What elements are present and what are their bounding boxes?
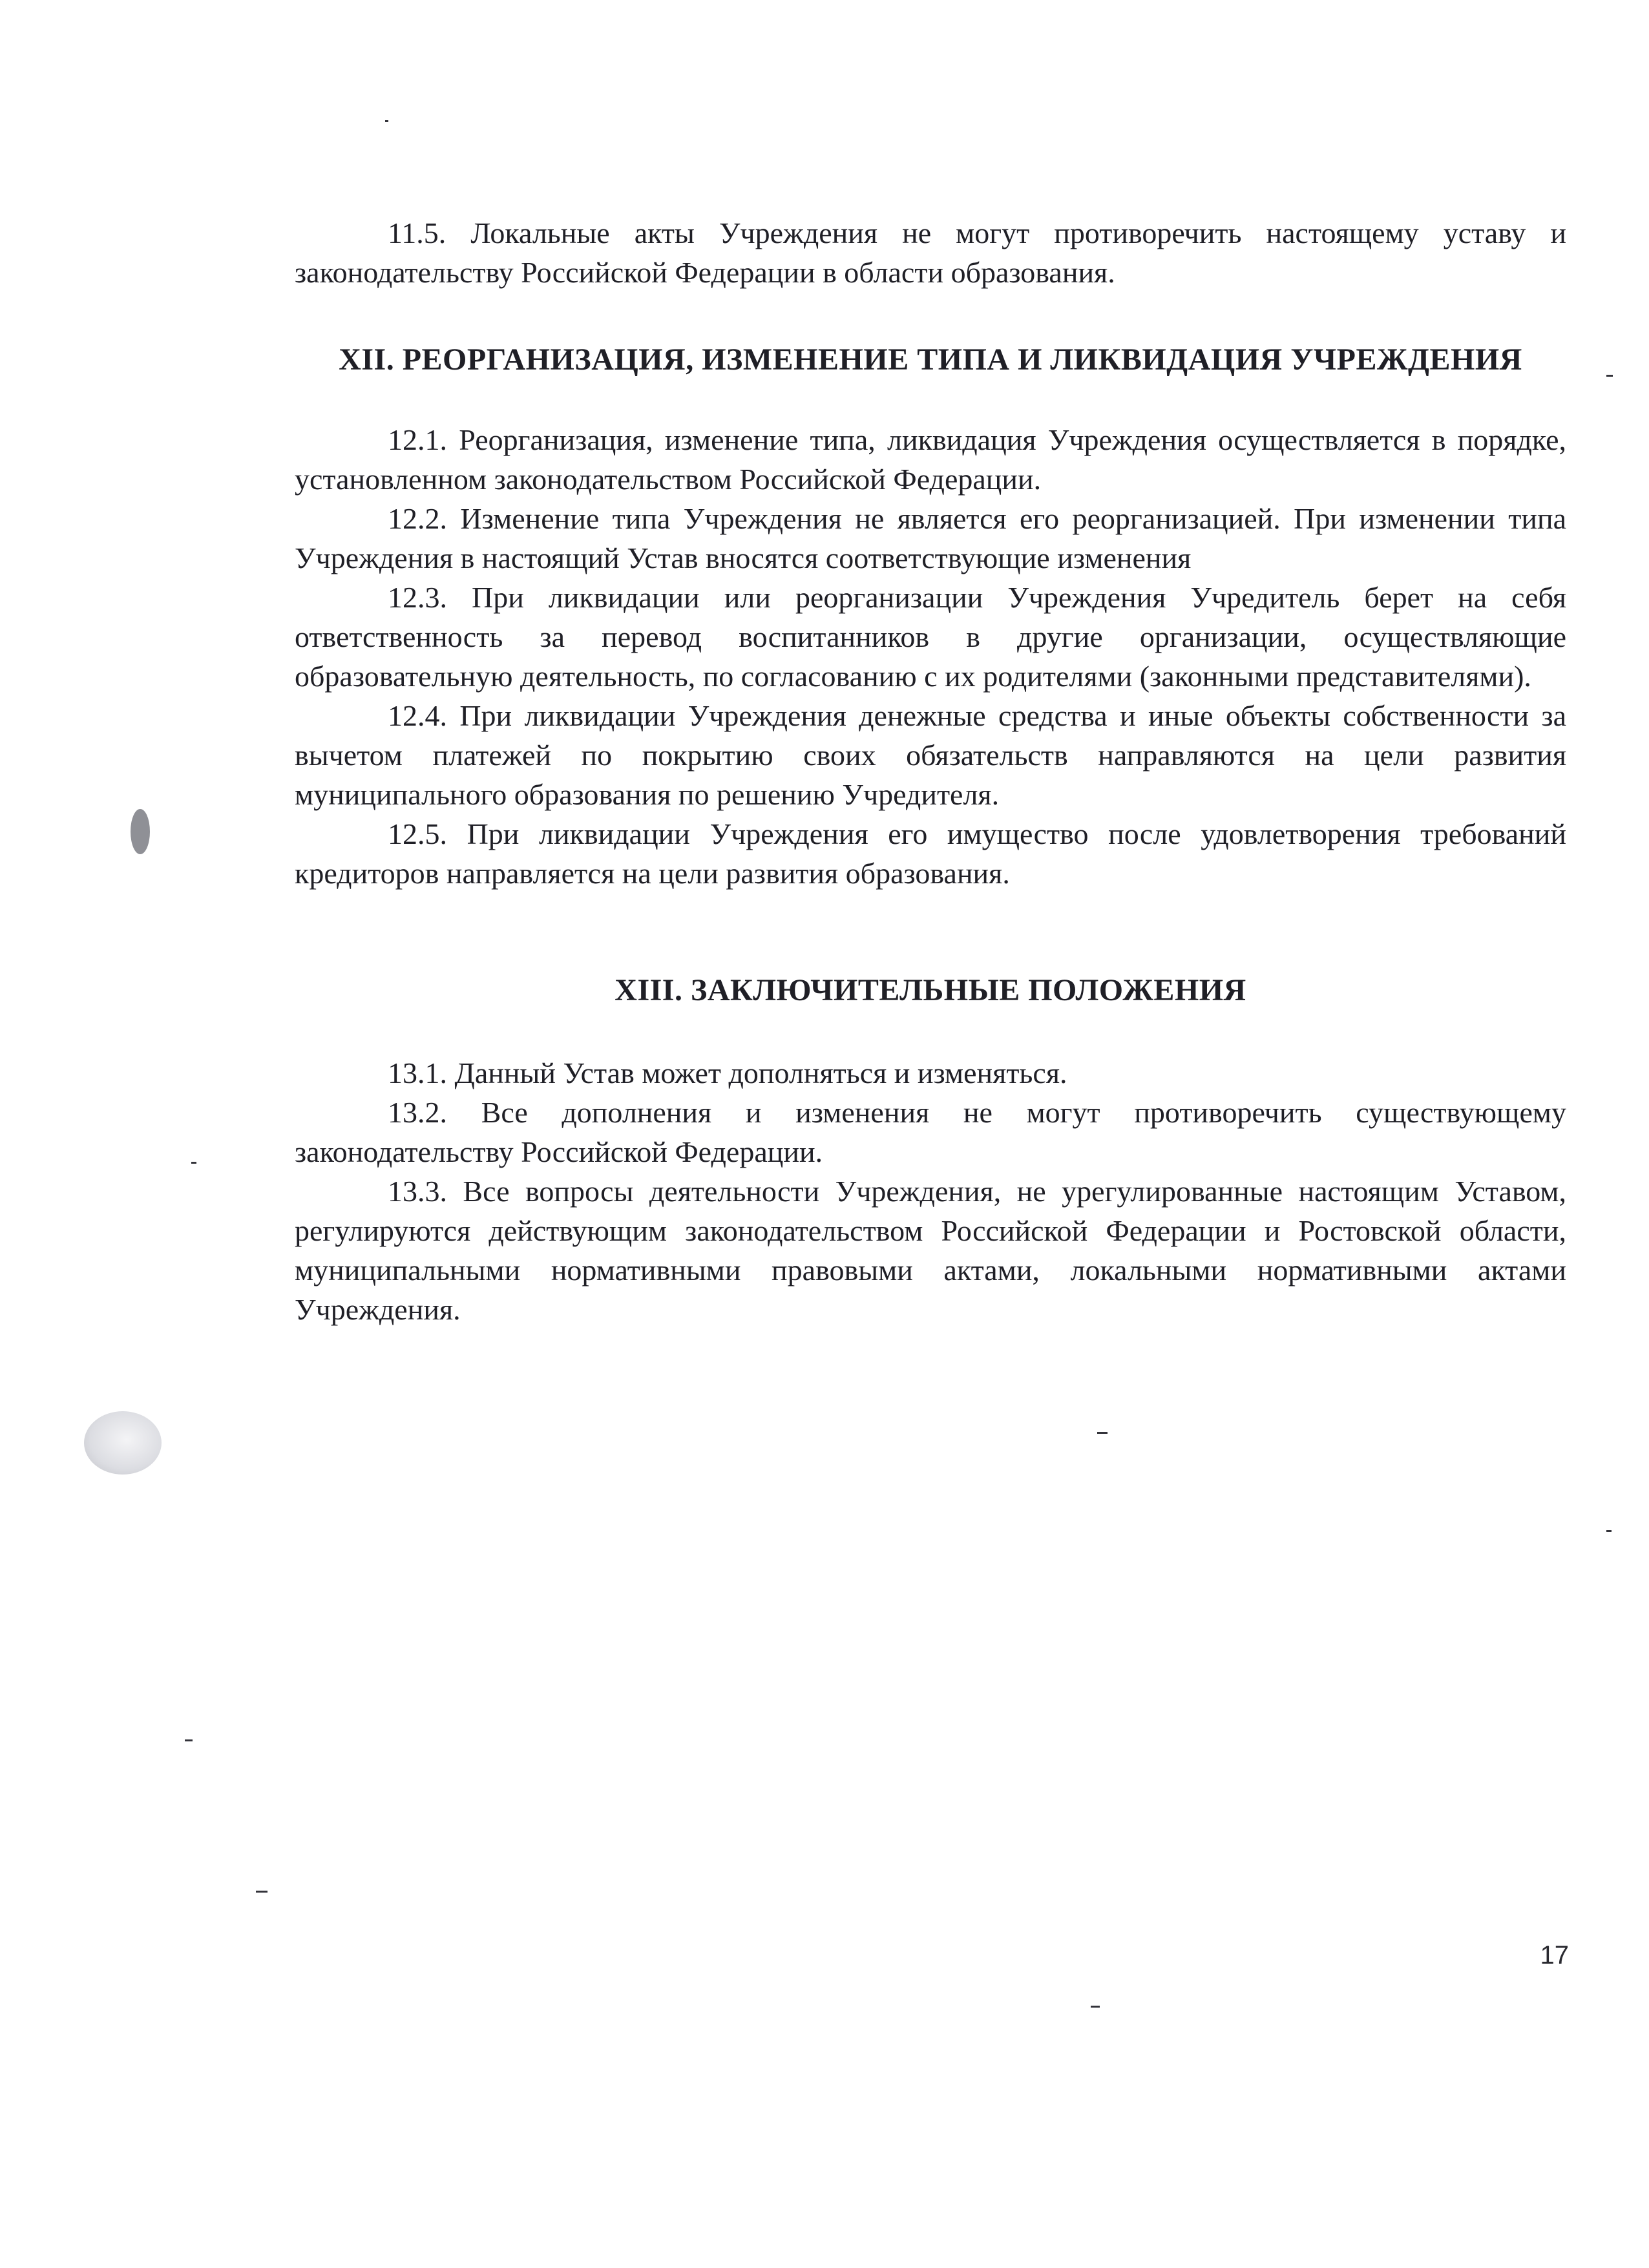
paragraph-11-5: 11.5. Локальные акты Учреждения не могут противоречить настоящему уставу и законодательству Российской Федерации в области образования. bbox=[295, 216, 1566, 289]
punch-hole-mark bbox=[84, 1411, 162, 1475]
scan-speck bbox=[385, 120, 388, 122]
punch-hole-mark bbox=[131, 809, 150, 854]
paragraph-12-5: 12.5. При ликвидации Учреждения его имущество после удовлетворения требований кредиторов направляется на цели развития образования. bbox=[295, 817, 1566, 890]
scan-speck bbox=[1606, 1530, 1612, 1532]
paragraph-12-3: 12.3. При ликвидации или реорганизации Учреждения Учредитель берет на себя ответственность за перевод воспитанников в другие организации, осуществляющие образовательную деятельность, по согласованию с их родителями (законными представителями). bbox=[295, 581, 1566, 693]
section-12-title: XII. РЕОРГАНИЗАЦИЯ, ИЗМЕНЕНИЕ ТИПА И ЛИКВИДАЦИЯ УЧРЕЖДЕНИЯ bbox=[339, 342, 1522, 377]
paragraph-13-2: 13.2. Все дополнения и изменения не могут противоречить существующему законодательству Российской Федерации. bbox=[295, 1096, 1566, 1168]
scan-speck bbox=[256, 1891, 268, 1893]
paragraph-13-1: 13.1. Данный Устав может дополняться и изменяться. bbox=[388, 1056, 1067, 1089]
paragraph-12-1: 12.1. Реорганизация, изменение типа, ликвидация Учреждения осуществляется в порядке, установленном законодательством Российской Федерации. bbox=[295, 423, 1566, 496]
paragraph-12-4: 12.4. При ликвидации Учреждения денежные средства и иные объекты собственности за вычетом платежей по покрытию своих обязательств направляются на цели развития муниципального образования по решению Учредителя. bbox=[295, 699, 1566, 811]
scan-speck bbox=[191, 1162, 196, 1164]
document-body bbox=[295, 213, 1566, 1329]
scan-speck bbox=[185, 1739, 193, 1741]
scan-speck bbox=[1097, 1432, 1108, 1434]
page-number: 17 bbox=[1540, 1941, 1569, 1969]
scan-speck bbox=[1606, 375, 1613, 377]
paragraph-12-2: 12.2. Изменение типа Учреждения не является его реорганизацией. При изменении типа Учреждения в настоящий Устав вносятся соответствующие изменения bbox=[295, 502, 1566, 574]
scan-speck bbox=[1091, 2006, 1100, 2008]
paragraph-13-3: 13.3. Все вопросы деятельности Учреждения, не урегулированные настоящим Уставом, регулируются действующим законодательством Российской Федерации и Ростовской области, муниципальными нормативными правовыми актами, локальными нормативными актами Учреждения. bbox=[295, 1175, 1566, 1326]
section-13-title: XIII. ЗАКЛЮЧИТЕЛЬНЫЕ ПОЛОЖЕНИЯ bbox=[614, 973, 1246, 1007]
